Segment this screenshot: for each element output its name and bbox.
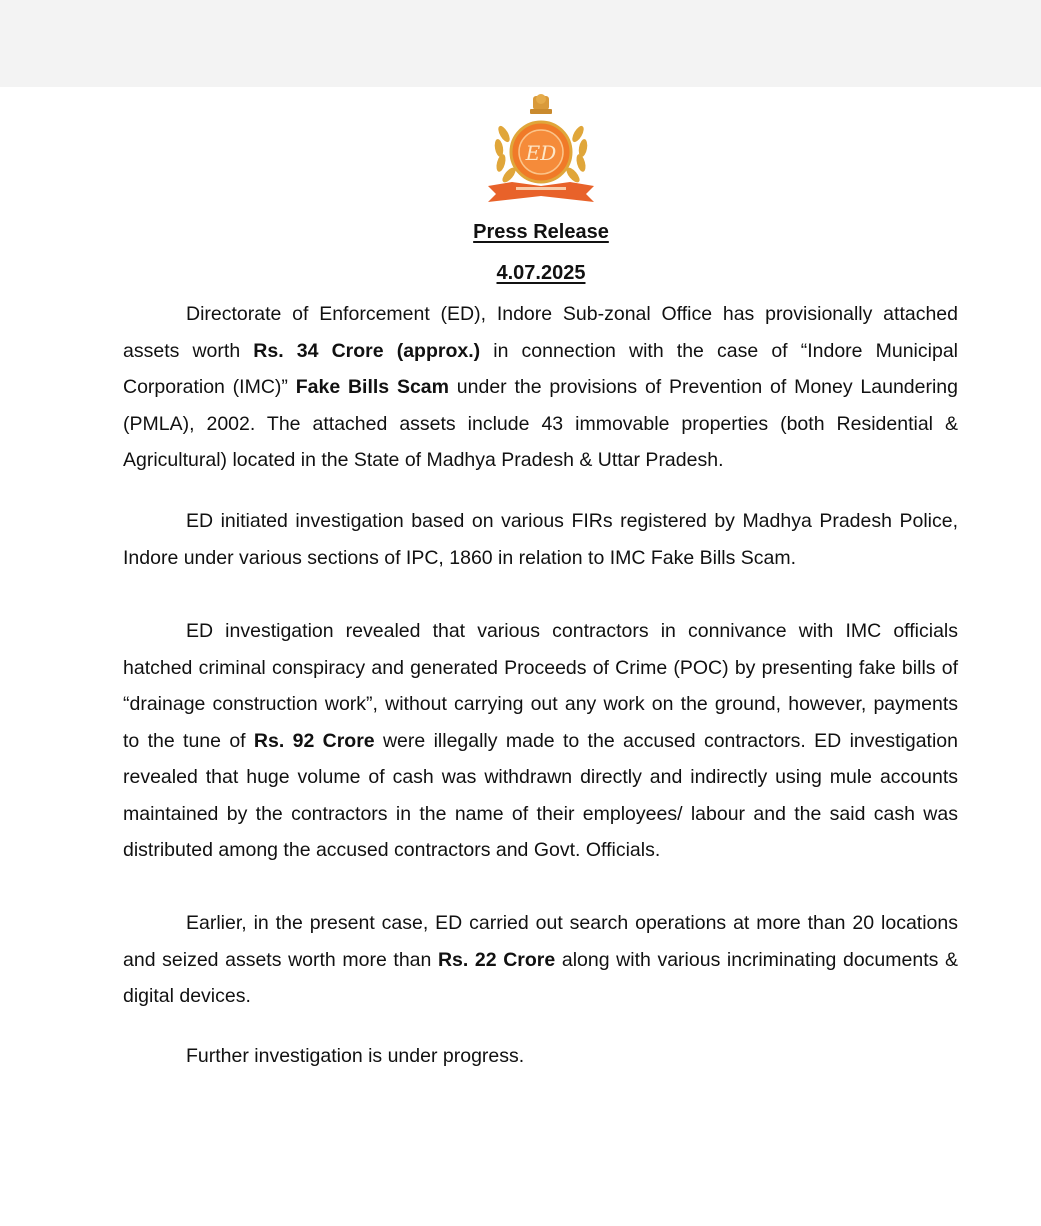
lion-capital-icon — [530, 94, 552, 114]
text-span: Earlier, in the present case, ED carried out search operations at more than 20 locations and seized assets worth more than — [123, 912, 958, 971]
bold-amount: Rs. 22 Crore — [437, 948, 556, 971]
press-release-title: Press Release — [473, 221, 609, 243]
text-span: were illegally made to the accused contractors. ED investigation revealed that huge volume of cash was withdrawn directly and indirectly using mule accounts maintained by the contractors in the name of their employees/ labour and the said cash was distributed among the accused contractors and Govt. Officials. — [123, 729, 958, 861]
top-gray-band — [0, 0, 1041, 87]
seal-circle-icon — [511, 122, 571, 182]
paragraph-investigation-findings — [123, 613, 958, 869]
text-span: in connection with the case of “Indore Municipal Corporation (IMC)” — [123, 339, 958, 398]
paragraph-attachment — [123, 296, 958, 479]
bold-amount: Rs. 92 Crore — [253, 729, 375, 752]
bold-case-name: Fake Bills Scam — [295, 376, 449, 398]
text-span: ED investigation revealed that various contractors in connivance with IMC officials hatched criminal conspiracy and generated Proceeds of Crime (POC) by presenting fake bills of “drainage construction work”, without carrying out any work on the ground, however, payments to the tune of — [123, 620, 958, 752]
release-date: 4.07.2025 — [496, 262, 586, 284]
text-span: ED initiated investigation based on various FIRs registered by Madhya Pradesh Police, Indore under various sections of IPC, 1860 in relation to IMC Fake Bills Scam. — [123, 510, 958, 569]
ribbon-banner-icon — [488, 182, 594, 202]
text-span: along with various incriminating documents & digital devices. — [123, 948, 958, 1007]
text-span: under the provisions of Prevention of Money Laundering (PMLA), 2002. The attached assets include 43 immovable properties (both Residential & Agricultural) located in the State of Madhya Pradesh & Uttar Pradesh. — [123, 376, 959, 471]
text-span: Further investigation is under progress. — [186, 1045, 525, 1067]
paragraph-further-investigation — [123, 1038, 958, 1075]
ed-emblem-logo — [482, 90, 600, 206]
bold-amount: Rs. 34 Crore (approx.) — [253, 339, 481, 362]
paragraph-search-operations — [123, 905, 958, 1015]
monogram-ed: ED — [525, 141, 557, 165]
text-span: Directorate of Enforcement (ED), Indore Sub-zonal Office has provisionally attached assets worth — [123, 303, 958, 362]
paragraph-investigation-basis — [123, 503, 958, 576]
